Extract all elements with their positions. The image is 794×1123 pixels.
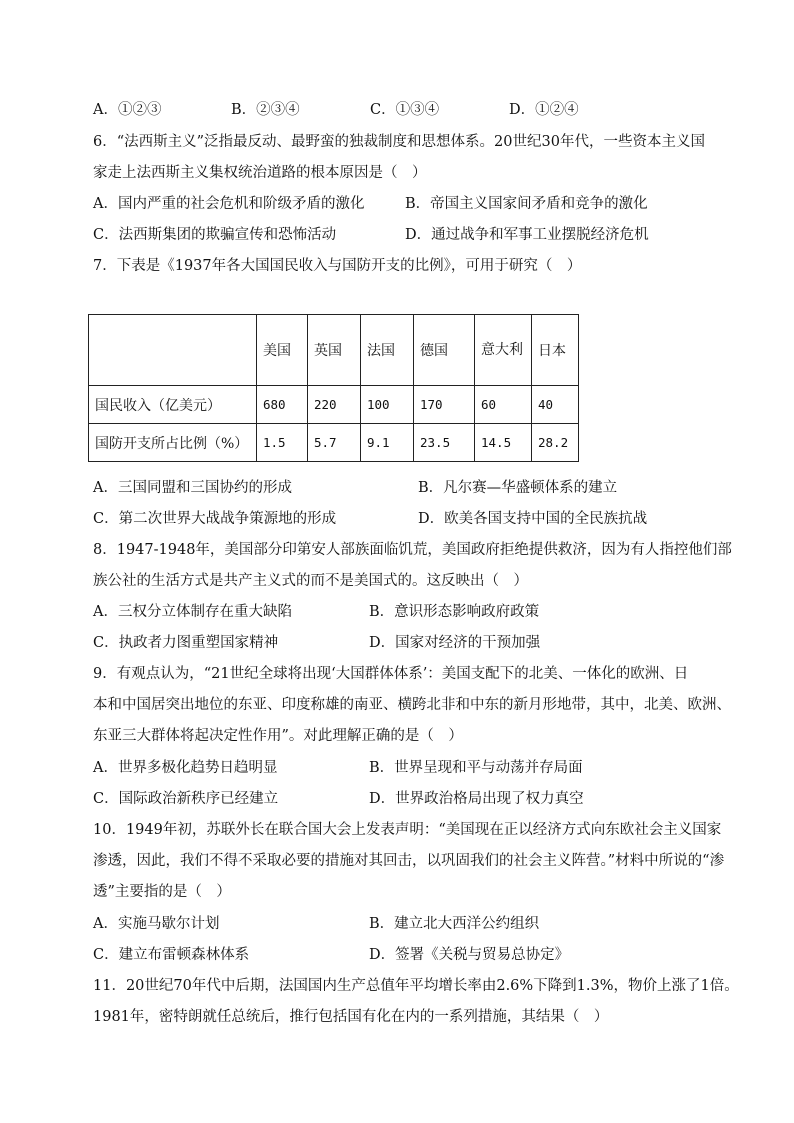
q10-option-d: D．签署《关税与贸易总协定》 bbox=[369, 947, 570, 963]
q11-stem-line2: 1981年，密特朗就任总统后，推行包括国有化在内的一系列措施，其结果（ ） bbox=[93, 1009, 609, 1025]
q9-stem-line2: 本和中国居突出地位的东亚、印度称雄的南亚、横跨北非和中东的新月形地带，其中，北美、欧洲、 bbox=[93, 697, 731, 713]
q7-data-table bbox=[88, 314, 579, 462]
q9-option-a: A．世界多极化趋势日趋明显 bbox=[93, 760, 278, 776]
table-cell: 680 bbox=[257, 386, 308, 424]
q5-option-a: A．①②③ bbox=[93, 102, 162, 118]
q8-option-c: C．执政者力图重塑国家精神 bbox=[93, 635, 279, 651]
q5-option-c: C．①③④ bbox=[370, 102, 440, 118]
table-cell: 100 bbox=[361, 386, 414, 424]
q9-stem-line3: 东亚三大群体将起决定性作用”。对此理解正确的是（ ） bbox=[93, 728, 463, 744]
table-header-cell: 日本 bbox=[532, 315, 579, 386]
q7-option-d: D．欧美各国支持中国的全民族抗战 bbox=[418, 511, 648, 527]
table-header-cell: 德国 bbox=[414, 315, 475, 386]
q6-stem-line2: 家走上法西斯主义集权统治道路的根本原因是（ ） bbox=[93, 165, 427, 181]
q10-stem-line1: 10．1949年初，苏联外长在联合国大会上发表声明：“美国现在正以经济方式向东欧社会主义国家 bbox=[93, 822, 722, 838]
q9-option-c: C．国际政治新秩序已经建立 bbox=[93, 791, 279, 807]
q7-option-a: A．三国同盟和三国协约的形成 bbox=[93, 480, 292, 496]
table-row bbox=[89, 424, 579, 462]
q9-stem-line1: 9．有观点认为，“21世纪全球将出现‘大国群体体系’：美国支配下的北美、一体化的欧洲、日 bbox=[93, 666, 689, 682]
table-cell: 220 bbox=[308, 386, 361, 424]
q11-stem-line1: 11．20世纪70年代中后期，法国国内生产总值年平均增长率由2.6%下降到1.3%，物价上涨了1倍。 bbox=[93, 978, 739, 994]
q8-option-a: A．三权分立体制存在重大缺陷 bbox=[93, 604, 292, 620]
table-row-label: 国防开支所占比例（%） bbox=[89, 424, 257, 462]
table-cell: 1.5 bbox=[257, 424, 308, 462]
table-cell: 23.5 bbox=[414, 424, 475, 462]
table-header-cell: 英国 bbox=[308, 315, 361, 386]
q8-stem-line2: 族公社的生活方式是共产主义式的而不是美国式的。这反映出（ ） bbox=[93, 573, 528, 589]
q7-option-c: C．第二次世界大战战争策源地的形成 bbox=[93, 511, 337, 527]
table-corner-cell bbox=[89, 315, 257, 386]
table-cell: 5.7 bbox=[308, 424, 361, 462]
table-header-row bbox=[89, 315, 579, 386]
q8-option-d: D．国家对经济的干预加强 bbox=[369, 635, 541, 651]
q6-option-c: C．法西斯集团的欺骗宣传和恐怖活动 bbox=[93, 227, 337, 243]
table-header-cell: 美国 bbox=[257, 315, 308, 386]
q8-option-b: B．意识形态影响政府政策 bbox=[369, 604, 540, 620]
q10-stem-line3: 透”主要指的是（ ） bbox=[93, 884, 231, 900]
table-header-cell: 意大利 bbox=[475, 315, 532, 386]
table-cell: 40 bbox=[532, 386, 579, 424]
table-cell: 14.5 bbox=[475, 424, 532, 462]
q10-option-a: A．实施马歇尔计划 bbox=[93, 916, 220, 932]
q9-option-b: B．世界呈现和平与动荡并存局面 bbox=[369, 760, 583, 776]
q7-stem: 7．下表是《1937年各大国国民收入与国防开支的比例》，可用于研究（ ） bbox=[93, 258, 582, 274]
q10-stem-line2: 渗透，因此，我们不得不采取必要的措施对其回击，以巩固我们的社会主义阵营。”材料中所说的“渗 bbox=[93, 853, 725, 869]
q6-option-d: D．通过战争和军事工业摆脱经济危机 bbox=[405, 227, 649, 243]
q5-option-b: B．②③④ bbox=[231, 102, 300, 118]
q7-option-b: B．凡尔赛—华盛顿体系的建立 bbox=[418, 480, 618, 496]
table-row-label: 国民收入（亿美元） bbox=[89, 386, 257, 424]
q6-stem-line1: 6．“法西斯主义”泛指最反动、最野蛮的独裁制度和思想体系。20世纪30年代，一些资本主义国 bbox=[93, 134, 705, 150]
table-cell: 170 bbox=[414, 386, 475, 424]
q5-option-d: D．①②④ bbox=[509, 102, 579, 118]
table-row bbox=[89, 386, 579, 424]
table-cell: 9.1 bbox=[361, 424, 414, 462]
q10-option-b: B．建立北大西洋公约组织 bbox=[369, 916, 540, 932]
q9-option-d: D．世界政治格局出现了权力真空 bbox=[369, 791, 584, 807]
table-cell: 60 bbox=[475, 386, 532, 424]
q6-option-a: A．国内严重的社会危机和阶级矛盾的激化 bbox=[93, 196, 365, 212]
q6-option-b: B．帝国主义国家间矛盾和竞争的激化 bbox=[405, 196, 648, 212]
q8-stem-line1: 8．1947-1948年，美国部分印第安人部族面临饥荒，美国政府拒绝提供救济，因为有人指控他们部 bbox=[93, 542, 732, 558]
q10-option-c: C．建立布雷顿森林体系 bbox=[93, 947, 250, 963]
table-header-cell: 法国 bbox=[361, 315, 414, 386]
table-cell: 28.2 bbox=[532, 424, 579, 462]
